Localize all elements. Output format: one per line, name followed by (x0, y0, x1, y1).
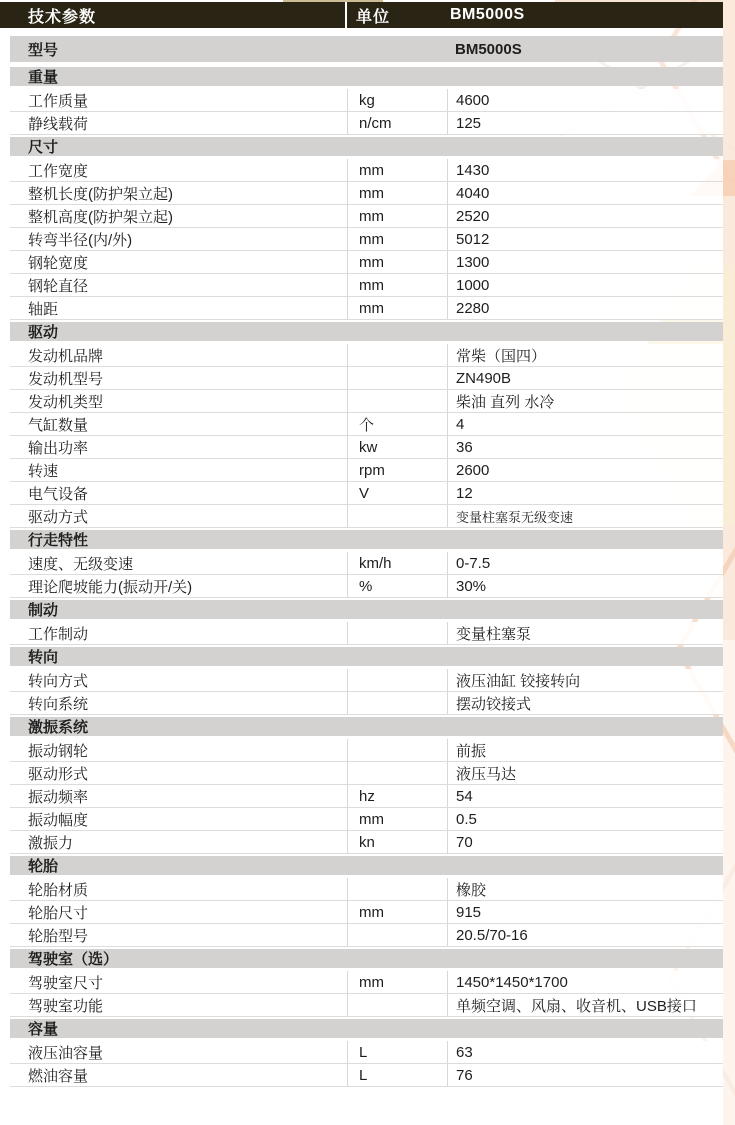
value-cell: 变量柱塞泵无级变速 (447, 505, 723, 527)
table-row (10, 1041, 723, 1064)
model-row-unit-cell (347, 36, 447, 62)
unit-cell: L (347, 1064, 447, 1086)
unit-cell (347, 762, 447, 784)
name-cell: 轮胎型号 (28, 927, 89, 945)
table-row (10, 994, 723, 1017)
unit-cell (347, 505, 447, 527)
name-cell: 转速 (28, 462, 59, 480)
unit-cell (347, 390, 447, 412)
value-cell: 橡胶 (447, 878, 723, 900)
name-cell: 轴距 (28, 300, 59, 318)
header-parameter-label: 技术参数 (0, 2, 347, 28)
name-cell: 输出功率 (28, 439, 89, 457)
table-row (10, 622, 723, 645)
unit-cell: mm (347, 274, 447, 296)
unit-cell: mm (347, 297, 447, 319)
value-cell: 1300 (447, 251, 723, 273)
name-cell: 转弯半径(内/外) (28, 231, 133, 249)
section-title: 容量 (10, 1019, 723, 1038)
table-row (10, 251, 723, 274)
unit-cell: 个 (347, 413, 447, 435)
unit-cell: kg (347, 89, 447, 111)
name-cell: 发动机型号 (28, 370, 104, 388)
table-row (10, 274, 723, 297)
value-cell: 1000 (447, 274, 723, 296)
value-cell: 0.5 (447, 808, 723, 830)
model-row (10, 36, 723, 62)
value-cell: 2280 (447, 297, 723, 319)
unit-cell: rpm (347, 459, 447, 481)
section-title: 重量 (10, 67, 723, 86)
table-row (10, 878, 723, 901)
name-cell: 液压油容量 (28, 1044, 104, 1062)
unit-cell (347, 344, 447, 366)
table-row (10, 505, 723, 528)
value-cell: 液压马达 (447, 762, 723, 784)
unit-cell (347, 739, 447, 761)
name-cell: 气缸数量 (28, 416, 89, 434)
unit-cell: mm (347, 228, 447, 250)
value-cell: 1430 (447, 159, 723, 181)
table-row (10, 575, 723, 598)
name-cell: 振动幅度 (28, 811, 89, 829)
value-cell: ZN490B (447, 367, 723, 389)
value-cell: 2600 (447, 459, 723, 481)
table-row (10, 297, 723, 320)
unit-cell (347, 924, 447, 946)
unit-cell: mm (347, 159, 447, 181)
name-cell: 转向系统 (28, 695, 89, 713)
value-cell: 63 (447, 1041, 723, 1063)
unit-cell: kw (347, 436, 447, 458)
name-cell: 整机长度(防护架立起) (28, 185, 173, 203)
section-title: 行走特性 (10, 530, 723, 549)
unit-cell (347, 669, 447, 691)
name-cell: 转向方式 (28, 672, 89, 690)
unit-cell: kn (347, 831, 447, 853)
name-cell: 速度、无级变速 (28, 555, 134, 573)
model-row-value: BM5000S (455, 40, 522, 58)
value-cell: 柴油 直列 水冷 (447, 390, 723, 412)
section-title: 尺寸 (10, 137, 723, 156)
value-cell: 125 (447, 112, 723, 134)
value-cell: 70 (447, 831, 723, 853)
value-cell: 30% (447, 575, 723, 597)
header-model-label: BM5000S (450, 6, 525, 23)
unit-cell (347, 367, 447, 389)
unit-cell: hz (347, 785, 447, 807)
value-cell: 5012 (447, 228, 723, 250)
name-cell: 驾驶室功能 (28, 997, 104, 1015)
unit-cell (347, 692, 447, 714)
value-cell: 915 (447, 901, 723, 923)
table-row (10, 482, 723, 505)
value-cell: 76 (447, 1064, 723, 1086)
table-row (10, 831, 723, 854)
name-cell: 工作质量 (28, 92, 89, 110)
table-row (10, 1064, 723, 1087)
table-row (10, 739, 723, 762)
unit-cell: mm (347, 251, 447, 273)
value-cell: 4040 (447, 182, 723, 204)
table-row (10, 924, 723, 947)
section-title: 制动 (10, 600, 723, 619)
name-cell: 发动机类型 (28, 393, 104, 411)
name-cell: 理论爬坡能力(振动开/关) (28, 578, 193, 596)
unit-cell: L (347, 1041, 447, 1063)
table-row (10, 552, 723, 575)
name-cell: 振动频率 (28, 788, 89, 806)
unit-cell: mm (347, 205, 447, 227)
unit-cell: mm (347, 182, 447, 204)
header-unit-label: 单位 (356, 8, 391, 26)
unit-cell: mm (347, 971, 447, 993)
name-cell: 燃油容量 (28, 1067, 89, 1085)
unit-cell (347, 622, 447, 644)
table-row (10, 459, 723, 482)
table-row (10, 413, 723, 436)
value-cell: 1450*1450*1700 (447, 971, 723, 993)
table-row (10, 228, 723, 251)
value-cell: 12 (447, 482, 723, 504)
value-cell: 4600 (447, 89, 723, 111)
name-cell: 电气设备 (28, 485, 89, 503)
sections (0, 67, 723, 1087)
name-cell: 激振力 (28, 834, 74, 852)
name-cell: 整机高度(防护架立起) (28, 208, 173, 226)
table-row (10, 785, 723, 808)
value-cell: 0-7.5 (447, 552, 723, 574)
value-cell: 20.5/70-16 (447, 924, 723, 946)
name-cell: 工作宽度 (28, 162, 89, 180)
model-row-label: 型号 (28, 41, 59, 59)
unit-cell: % (347, 575, 447, 597)
table-row (10, 89, 723, 112)
name-cell: 钢轮直径 (28, 277, 89, 295)
value-cell: 前振 (447, 739, 723, 761)
section-title: 驾驶室（选） (10, 949, 723, 968)
table-row (10, 159, 723, 182)
name-cell: 驱动方式 (28, 508, 89, 526)
name-cell: 发动机品牌 (28, 347, 104, 365)
value-cell: 2520 (447, 205, 723, 227)
table-row (10, 808, 723, 831)
name-cell: 工作制动 (28, 625, 89, 643)
value-cell: 液压油缸 铰接转向 (447, 669, 723, 691)
unit-cell: n/cm (347, 112, 447, 134)
value-cell: 变量柱塞泵 (447, 622, 723, 644)
name-cell: 静线载荷 (28, 115, 89, 133)
table-row (10, 205, 723, 228)
value-cell: 4 (447, 413, 723, 435)
name-cell: 轮胎尺寸 (28, 904, 89, 922)
section-title: 轮胎 (10, 856, 723, 875)
table-row (10, 390, 723, 413)
table-row (10, 367, 723, 390)
value-cell: 54 (447, 785, 723, 807)
value-cell: 常柴（国四） (447, 344, 723, 366)
unit-cell: mm (347, 808, 447, 830)
value-cell: 36 (447, 436, 723, 458)
table-row (10, 692, 723, 715)
value-cell: 单频空调、风扇、收音机、USB接口 (447, 994, 723, 1016)
unit-cell (347, 878, 447, 900)
name-cell: 钢轮宽度 (28, 254, 89, 272)
section-title: 转向 (10, 647, 723, 666)
name-cell: 驾驶室尺寸 (28, 974, 104, 992)
name-cell: 驱动形式 (28, 765, 89, 783)
table-row (10, 344, 723, 367)
name-cell: 轮胎材质 (28, 881, 89, 899)
table-row (10, 901, 723, 924)
table-row (10, 436, 723, 459)
unit-cell: mm (347, 901, 447, 923)
table-row (10, 762, 723, 785)
unit-cell (347, 994, 447, 1016)
value-cell: 摆动铰接式 (447, 692, 723, 714)
table-row (10, 182, 723, 205)
table-row (10, 971, 723, 994)
unit-cell: km/h (347, 552, 447, 574)
table-row (10, 112, 723, 135)
unit-cell: V (347, 482, 447, 504)
name-cell: 振动钢轮 (28, 742, 89, 760)
section-title: 驱动 (10, 322, 723, 341)
table-header-row (0, 2, 723, 28)
spec-table (0, 2, 723, 1087)
table-row (10, 669, 723, 692)
section-title: 激振系统 (10, 717, 723, 736)
